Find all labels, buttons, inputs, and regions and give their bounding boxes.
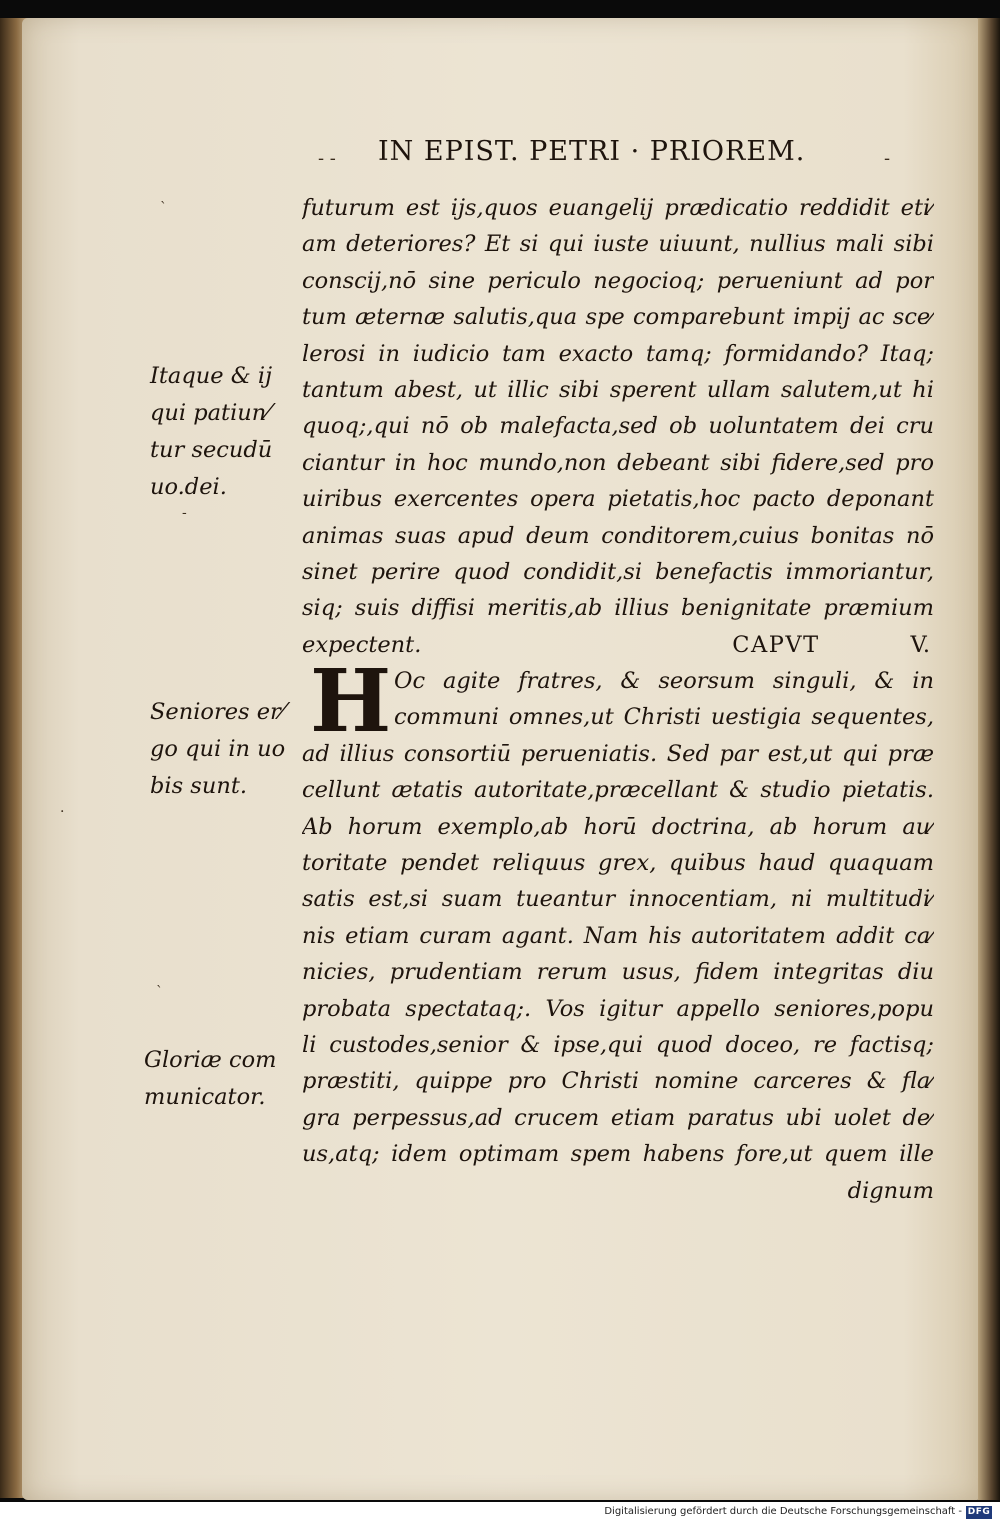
- text-line: am deteriores? Et si qui iuste uiuunt, nullius mali sibi: [302, 231, 934, 258]
- header-dash-left: - -: [318, 148, 336, 169]
- marginal-note-3: [144, 1042, 276, 1116]
- marginal-note-line: Gloriæ com: [144, 1047, 277, 1073]
- marginal-note-1: [150, 358, 272, 506]
- funding-credit: Digitalisierung gefördert durch die Deutsche Forschungsgemeinschaft -: [604, 1506, 962, 1517]
- text-line: ciantur in hoc mundo,non debeant sibi fidere,sed pro: [302, 449, 934, 476]
- marginal-note-line: tur secudū: [150, 437, 273, 463]
- chapter-line: [302, 627, 934, 663]
- text-line: toritate pendet reliquus grex, quibus haud quaquam: [302, 850, 934, 877]
- text-line: Ab horum exemplo,ab horū doctrina, ab horum au⁄: [302, 813, 934, 840]
- text-line: ad illius consortiū perueniatis. Sed par est,ut qui præ: [302, 740, 934, 767]
- chapter-line-text: expectent.: [302, 631, 422, 658]
- text-line: futurum est ijs,quos euangelij prædicatio reddidit eti⁄: [302, 195, 934, 221]
- text-line: uiribus exercentes opera pietatis,hoc pacto deponant: [302, 486, 934, 513]
- marginal-note-line: uo.dei.: [150, 474, 227, 500]
- text-line: probata spectataq;. Vos igitur appello seniores,popu: [302, 995, 934, 1022]
- text-line: nis etiam curam agant. Nam his autoritatem addit ca⁄: [302, 922, 934, 949]
- text-line: gra perpessus,ad crucem etiam paratus ubi uolet de⁄: [302, 1104, 934, 1131]
- text-line: Oc agite fratres, & seorsum singuli, & in: [394, 668, 934, 695]
- marginal-note-line: municator.: [144, 1084, 266, 1110]
- text-line: nicies, prudentiam rerum usus, fidem integritas diu: [302, 959, 934, 986]
- marginal-note-line: qui patiun⁄: [150, 400, 271, 426]
- text-line: lerosi in iudicio tam exacto tamq; formidando? Itaq;: [302, 340, 934, 367]
- text-line: tantum abest, ut illic sibi sperent ullam salutem,ut hi: [302, 376, 934, 403]
- ink-speck: ·: [60, 804, 65, 820]
- running-title: IN EPIST. PETRI · PRIOREM.: [378, 136, 806, 167]
- text-line: sinet perire quod condidit,si benefactis immoriantur,: [302, 558, 934, 585]
- text-line: us,atq; idem optimam spem habens fore,ut quem ille: [302, 1141, 934, 1168]
- text-line: conscij,nō sine periculo negocioq; perueniunt ad por: [302, 267, 934, 294]
- text-line: satis est,si suam tueantur innocentiam, ni multitudi⁄: [302, 886, 934, 913]
- main-text-block: [302, 190, 934, 1209]
- scan-right-edge: [978, 18, 1000, 1500]
- footer-bar: [0, 1502, 1000, 1524]
- marginal-note-line: bis sunt.: [150, 773, 248, 799]
- text-line: siq; suis diffisi meritis,ab illius benignitate præmium: [302, 595, 934, 622]
- marginal-note-line: Itaque & ij: [150, 363, 273, 389]
- text-line: animas suas apud deum conditorem,cuius bonitas nō: [302, 522, 934, 549]
- ink-speck: -: [182, 505, 187, 521]
- drop-cap: H: [310, 651, 392, 753]
- text-line: cellunt ætatis autoritate,præcellant & studio pietatis.: [302, 777, 934, 804]
- ink-speck: ˋ: [160, 200, 167, 216]
- text-line: li custodes,senior & ipse,qui quod doceo, re factisq;: [302, 1032, 934, 1058]
- ink-speck: ˋ: [156, 984, 163, 1000]
- chapter-number: V.: [910, 631, 930, 658]
- header-dash-right: -: [884, 148, 891, 169]
- text-line: tum æternæ salutis,qua spe comparebunt impij ac sce⁄: [302, 304, 934, 331]
- text-line: præstiti, quippe pro Christi nomine carceres & fla⁄: [302, 1068, 934, 1095]
- catchword: dignum: [847, 1177, 934, 1204]
- text-line: quoq;,qui nō ob malefacta,sed ob uoluntatem dei cru: [302, 413, 934, 440]
- chapter-heading: CAPVT: [732, 631, 820, 658]
- marginal-note-2: [150, 694, 285, 805]
- marginal-note-line: go qui in uo: [150, 736, 286, 762]
- dfg-logo: DFG: [967, 1507, 991, 1517]
- marginal-note-line: Seniores er⁄: [150, 699, 285, 725]
- chapter-opening: [302, 651, 934, 753]
- text-line: communi omnes,ut Christi uestigia sequentes,: [394, 704, 934, 731]
